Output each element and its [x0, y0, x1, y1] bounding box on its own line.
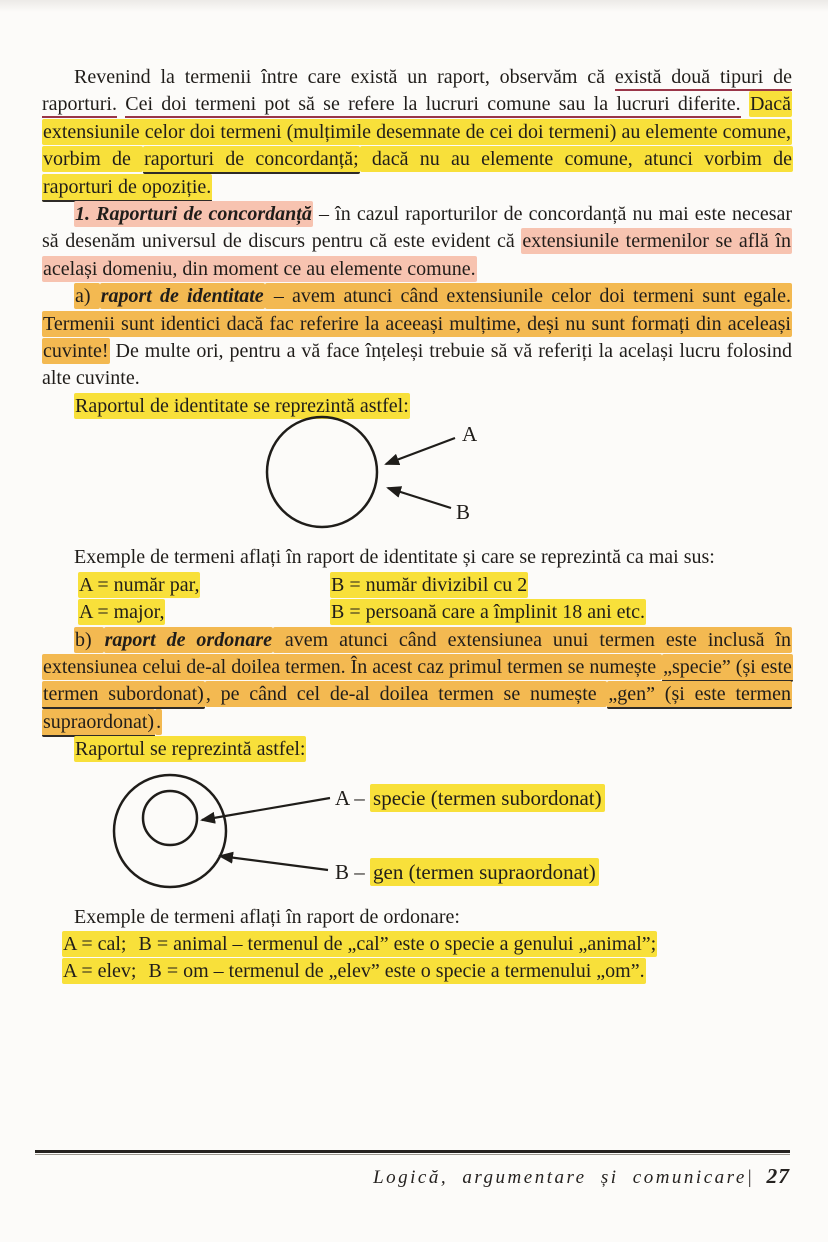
identity-circle — [267, 417, 377, 527]
example-cell-a: A = cal; — [63, 932, 127, 955]
page-body-text — [42, 64, 792, 986]
identity-caption — [42, 393, 792, 420]
highlighted-phrase: dacă nu au elemente comune, atunci vorbim de — [360, 148, 792, 171]
example-cell-b: B = animal – termenul de „cal” este o specie a genului „animal”; — [138, 932, 657, 955]
highlighted-phrase: extensiunile termenilor se află în același domeniu, din moment ce au elemente comune. — [43, 230, 791, 280]
underlined-phrase: Cei doi termeni pot să se refere la lucruri comune sau la lucruri diferite. — [125, 93, 740, 118]
highlighted-phrase: Dacă extensiunile celor doi termeni (mulțimile desemnate de cei doi termeni) au elemente comune, vorbim de — [43, 93, 792, 171]
example-cell-a: A = elev; — [63, 960, 137, 983]
identity-example-row — [78, 599, 792, 626]
ordering-caption — [42, 736, 792, 763]
text-segment: De multe ori, pentru a vă face înțeleși trebuie să vă referiți la același lucru folosind alte cuvinte. — [42, 340, 793, 390]
ordering-paragraph — [42, 627, 792, 737]
identity-diagram-figure — [42, 420, 792, 544]
label-b: B — [456, 500, 471, 525]
ordering-examples-intro: Exemple de termeni aflați în raport de ordonare: — [74, 905, 460, 928]
footer-rule — [35, 1150, 790, 1153]
term-identity-heading: raport de identitate — [100, 285, 264, 308]
highlighted-underlined-phrase: „gen” (și este termen supraordonat) — [42, 681, 792, 736]
arrow-b — [388, 488, 451, 508]
section-heading-concordance: 1. Raporturi de concordanță — [75, 203, 312, 226]
ordering-example-row — [62, 958, 792, 985]
footer-text — [35, 1164, 790, 1189]
footer-separator: | — [746, 1167, 755, 1188]
book-title: Logică, argumentare și comunicare — [373, 1167, 747, 1188]
highlighted-phrase: gen (termen supraordonat) — [370, 858, 599, 886]
highlighted-phrase: A = număr par, — [79, 573, 200, 596]
concordance-paragraph — [42, 201, 792, 283]
highlighted-phrase: , pe când cel de-al doilea termen se numește — [205, 683, 607, 706]
highlighted-phrase: A = major, — [79, 601, 165, 624]
identity-example-row — [78, 572, 792, 599]
arrow-a — [386, 438, 455, 464]
label-prefix: B – — [335, 859, 371, 884]
term-ordering-heading: raport de ordonare — [104, 628, 272, 651]
list-marker-a: a) — [75, 285, 99, 308]
highlighted-phrase: – avem atunci când extensiunile celor doi termeni sunt egale. Termenii sunt identici dacă fac referire la aceeași mulțime, deși nu sunt formați din aceleași cuvinte! — [43, 285, 791, 363]
highlighted-underlined-phrase: „specie” (și este termen subordonat) — [42, 654, 793, 709]
list-marker-b: b) — [75, 628, 103, 651]
example-cell-a — [78, 572, 330, 599]
identity-diagram — [42, 420, 792, 544]
arrow-b — [220, 856, 328, 870]
page-number: 27 — [766, 1164, 790, 1188]
example-cell-a — [78, 599, 330, 626]
label-prefix: A – — [335, 785, 371, 810]
page-footer — [35, 1150, 790, 1189]
identity-paragraph — [42, 283, 792, 393]
highlighted-underlined-phrase: raporturi de concordanță; — [143, 146, 360, 174]
highlighted-phrase: B = număr divizibil cu 2 — [331, 573, 528, 596]
underlined-phrase: există două tipuri de raporturi. — [42, 66, 792, 118]
footer-rule-shadow — [35, 1154, 790, 1155]
text-segment: – în cazul raporturilor de concordanță nu mai este necesar să desenăm universul de discurs pentru că este evident că — [42, 203, 793, 253]
identity-examples-intro: Exemple de termeni aflați în raport de identitate și care se reprezintă ca mai sus: — [74, 546, 715, 569]
highlighted-phrase — [62, 931, 657, 957]
ordering-example-row — [62, 931, 792, 958]
highlighted-underlined-phrase: raporturi de opoziție. — [42, 174, 212, 202]
highlighted-phrase: . — [156, 710, 162, 733]
label-a-specie — [335, 786, 605, 810]
label-a: A — [462, 422, 478, 447]
highlighted-phrase — [62, 958, 646, 984]
label-b-gen — [335, 860, 599, 884]
highlighted-phrase: Raportul se reprezintă astfel: — [75, 738, 306, 761]
ordering-diagram — [42, 764, 792, 904]
intro-paragraph — [42, 64, 792, 201]
example-cell-b: B = om – termenul de „elev” este o specie a termenului „om”. — [148, 960, 645, 983]
text-segment: Revenind la termenii între care există un raport, observăm că — [74, 66, 605, 88]
highlighted-phrase: avem atunci când extensiunea unui termen este inclusă în extensiunea celui de-al doilea termen. În acest caz primul termen se numește — [43, 628, 791, 678]
inner-circle-specie — [143, 791, 197, 845]
highlighted-phrase: specie (termen subordonat) — [370, 784, 605, 812]
highlighted-phrase: Raportul de identitate se reprezintă astfel: — [75, 394, 409, 417]
highlighted-phrase: B = persoană care a împlinit 18 ani etc. — [331, 601, 645, 624]
